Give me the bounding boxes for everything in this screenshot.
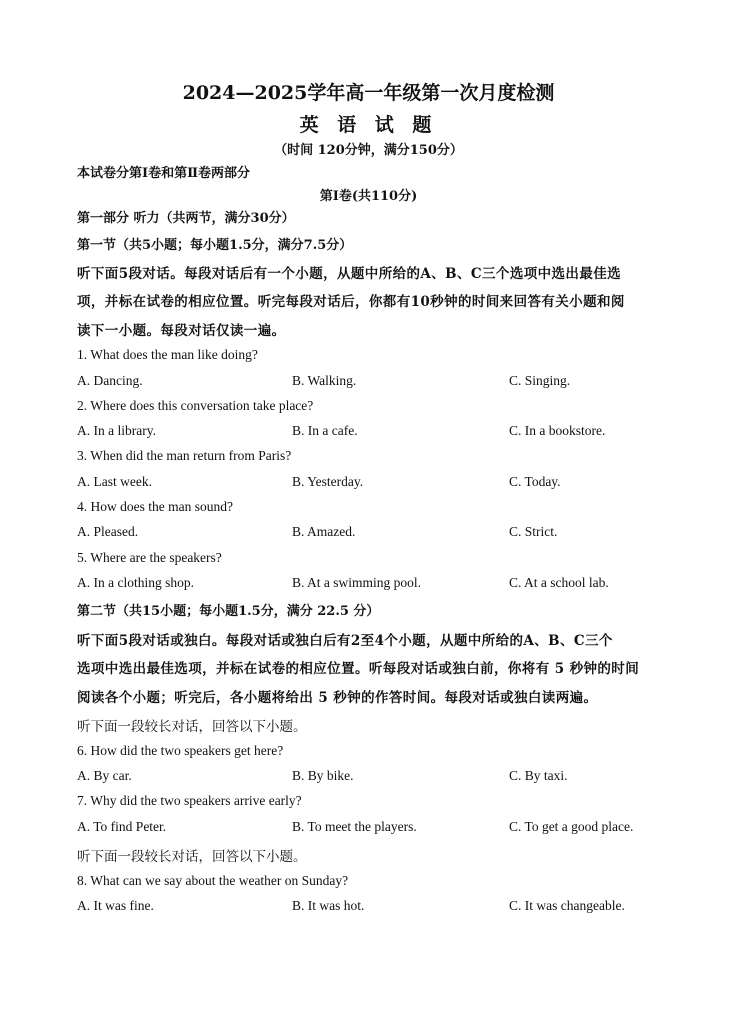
option-a: A. In a library.: [77, 423, 156, 438]
option-a: A. It was fine.: [77, 898, 154, 913]
dialogue-prompt: 听下面一段较长对话，回答以下小题。: [77, 719, 307, 735]
exam-title: 2024—2025学年高一年级第一次月度检测: [182, 82, 555, 104]
option-c: C. Singing.: [509, 373, 571, 388]
volume-one-heading: 第Ⅰ卷(共110分): [319, 189, 418, 204]
option-a: A. Last week.: [77, 474, 152, 489]
option-b: B. Amazed.: [292, 524, 356, 539]
option-b: B. By bike.: [292, 768, 354, 783]
section-one-instruction-line: 读下一小题。每段对话仅读一遍。: [77, 323, 286, 339]
option-a: A. Pleased.: [77, 524, 139, 539]
question-stem: 8. What can we say about the weather on Sunday?: [77, 873, 349, 888]
option-c: C. By taxi.: [509, 768, 568, 783]
section-two-instruction-line: 选项中选出最佳选项，并标在试卷的相应位置。听每段对话或独白前，你将有 5 秒钟的时间: [77, 661, 640, 677]
option-a: A. To find Peter.: [77, 819, 167, 834]
paper-structure: 本试卷分第Ⅰ卷和第Ⅱ卷两部分: [77, 166, 251, 181]
option-b: B. In a cafe.: [292, 423, 358, 438]
question-stem: 5. Where are the speakers?: [77, 550, 222, 565]
question-stem: 6. How did the two speakers get here?: [77, 743, 284, 758]
option-b: B. At a swimming pool.: [292, 575, 422, 590]
option-b: B. To meet the players.: [292, 819, 417, 834]
option-c: C. Today.: [509, 474, 561, 489]
option-b: B. Walking.: [292, 373, 357, 388]
option-c: C. In a bookstore.: [509, 423, 606, 438]
option-a: A. Dancing.: [77, 373, 143, 388]
question-stem: 2. Where does this conversation take place?: [77, 398, 314, 413]
subject-title: 英 语 试 题: [299, 114, 438, 136]
section-one-heading: 第一节（共5小题；每小题1.5分，满分7.5分）: [77, 238, 353, 253]
option-b: B. Yesterday.: [292, 474, 364, 489]
option-c: C. To get a good place.: [509, 819, 634, 834]
time-note: （时间 120分钟，满分150分）: [274, 143, 463, 158]
question-stem: 3. When did the man return from Paris?: [77, 448, 292, 463]
option-c: C. At a school lab.: [509, 575, 609, 590]
question-stem: 4. How does the man sound?: [77, 499, 233, 514]
option-b: B. It was hot.: [292, 898, 365, 913]
section-two-instruction-line: 阅读各个小题；听完后，各小题将给出 5 秒钟的作答时间。每段对话或独白读两遍。: [77, 690, 598, 706]
question-stem: 7. Why did the two speakers arrive early?: [77, 793, 302, 808]
option-c: C. It was changeable.: [509, 898, 625, 913]
dialogue-prompt: 听下面一段较长对话，回答以下小题。: [77, 849, 307, 865]
section-two-instruction-line: 听下面5段对话或独白。每段对话或独白后有2至4个小题，从题中所给的A、B、C三个: [77, 633, 613, 649]
question-stem: 1. What does the man like doing?: [77, 347, 258, 362]
option-a: A. By car.: [77, 768, 132, 783]
section-two-heading: 第二节（共15小题；每小题1.5分，满分 22.5 分）: [77, 604, 380, 619]
part-one-heading: 第一部分 听力（共两节，满分30分）: [77, 211, 295, 226]
section-one-instruction-line: 项，并标在试卷的相应位置。听完每段对话后，你都有10秒钟的时间来回答有关小题和阅: [77, 294, 625, 310]
section-one-instruction-line: 听下面5段对话。每段对话后有一个小题，从题中所给的A、B、C三个选项中选出最佳选: [77, 266, 622, 282]
option-c: C. Strict.: [509, 524, 558, 539]
option-a: A. In a clothing shop.: [77, 575, 194, 590]
